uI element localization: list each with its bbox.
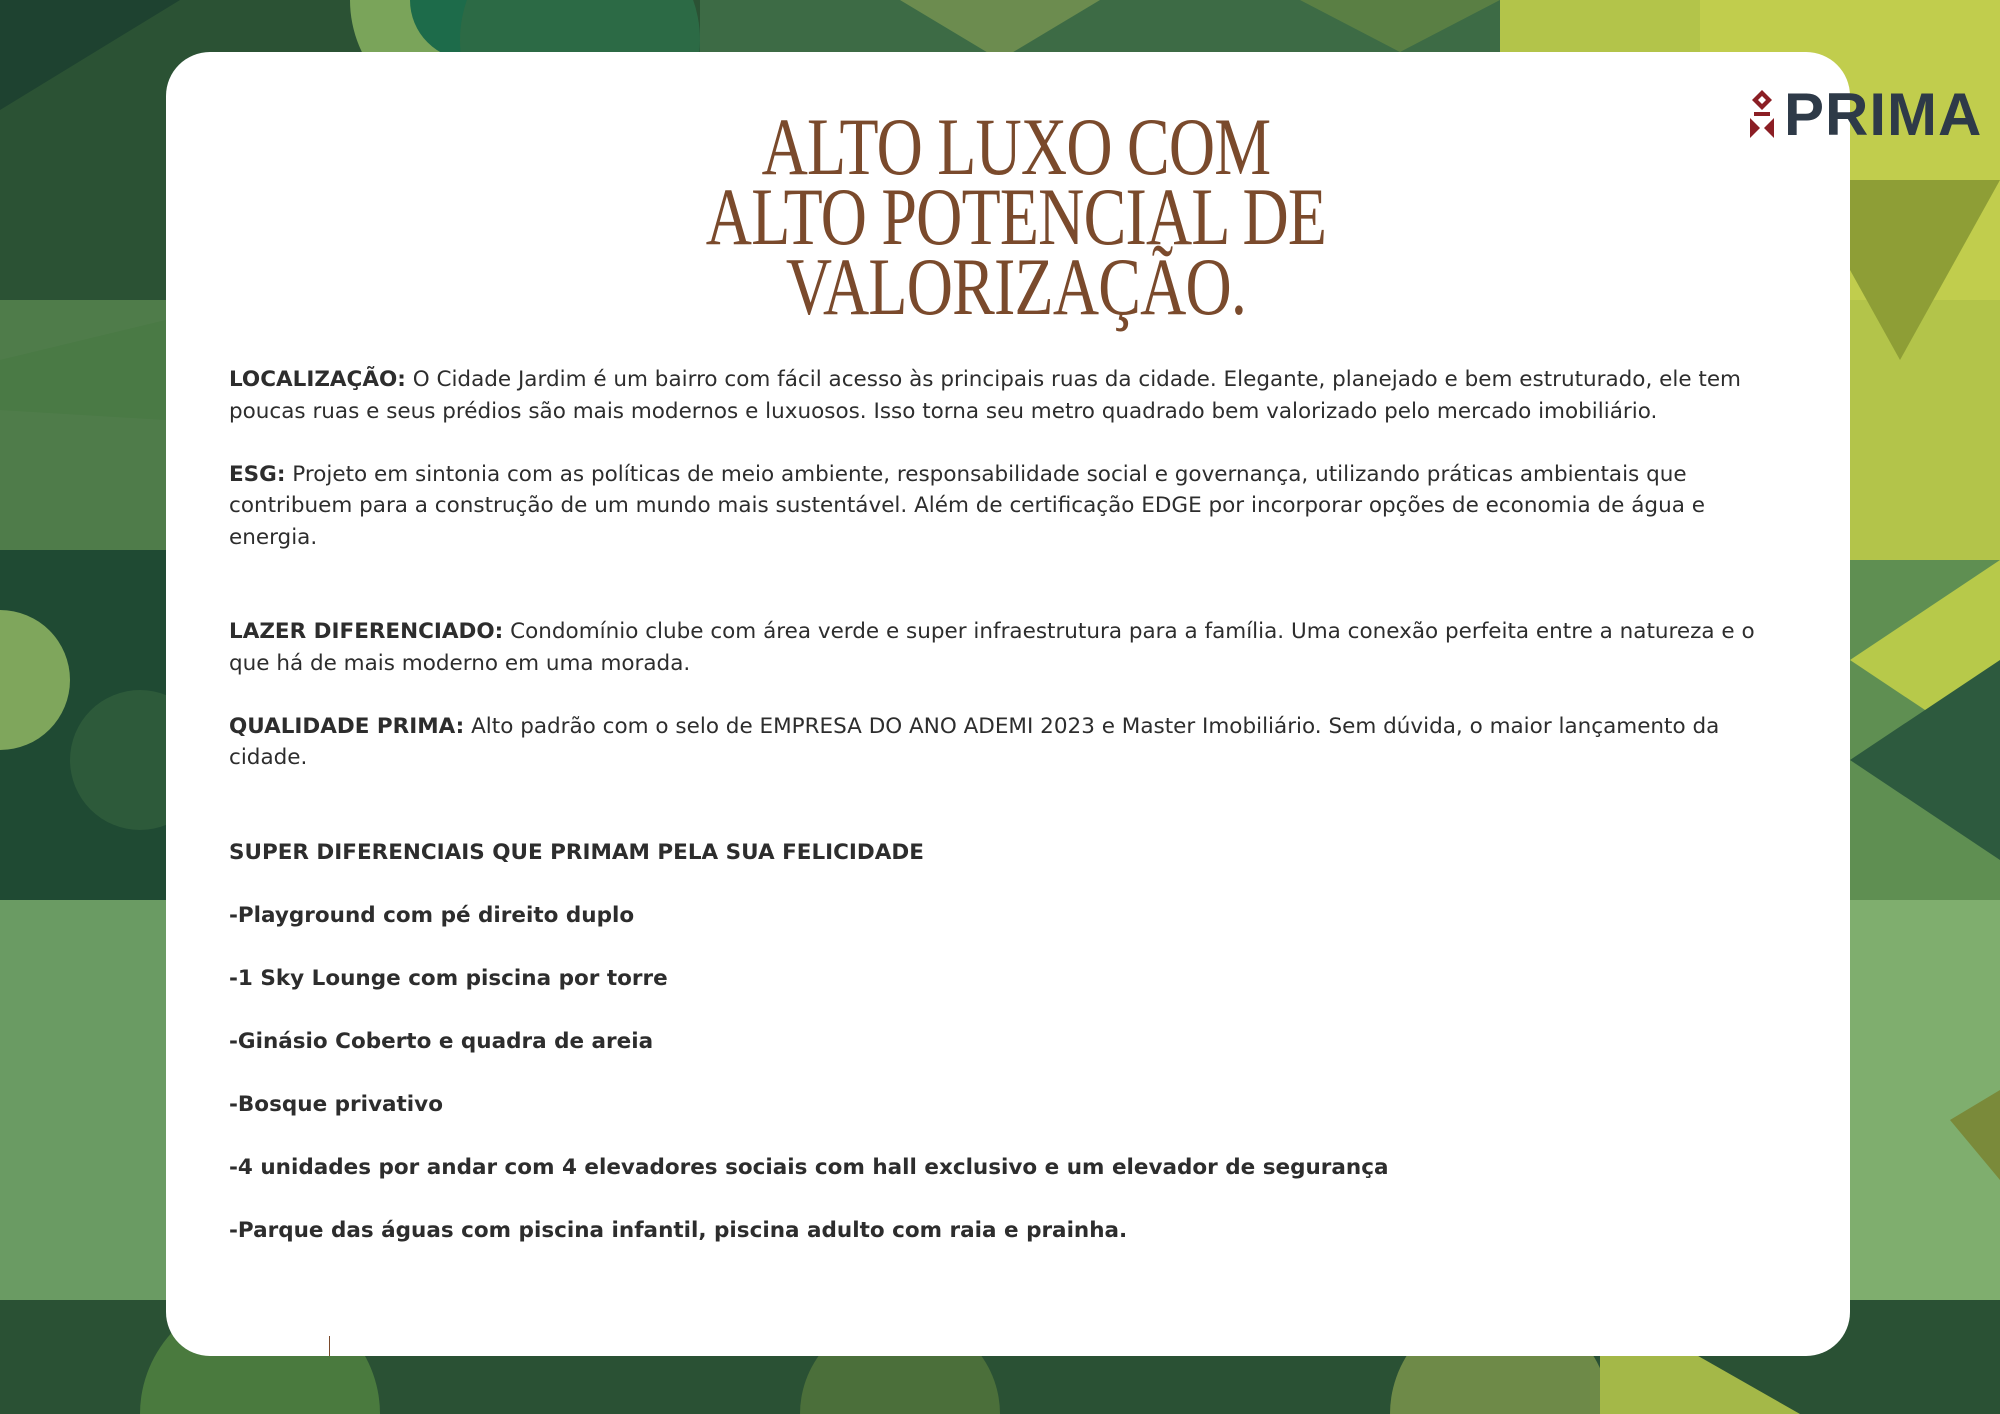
section-label: QUALIDADE PRIMA:	[229, 713, 465, 739]
section-localizacao	[229, 364, 1789, 427]
feature-item: -Playground com pé direito duplo	[229, 902, 635, 928]
content-card	[166, 52, 1983, 1356]
headline-line-2: ALTO POTENCIAL DE	[705, 171, 1327, 262]
headline-line-3: VALORIZAÇÃO.	[785, 241, 1247, 332]
section-esg	[229, 459, 1789, 554]
section-text: Condomínio clube com área verde e super infraestrutura para a família. Uma conexão perfeita entre a natureza e o que há de mais moderno em uma morada.	[229, 619, 1755, 676]
body-content	[229, 364, 1789, 1246]
section-text: Alto padrão com o selo de EMPRESA DO ANO ADEMI 2023 e Master Imobiliário. Sem dúvida, o maior lançamento da cidade.	[229, 713, 1720, 770]
feature-item: -4 unidades por andar com 4 elevadores sociais com hall exclusivo e um elevador de segurança	[229, 1154, 1389, 1180]
divider-tick	[329, 1336, 330, 1356]
section-label: LOCALIZAÇÃO:	[229, 367, 406, 392]
prima-logo	[1746, 81, 1983, 162]
section-text: O Cidade Jardim é um bairro com fácil acesso às principais ruas da cidade. Elegante, planejado e bem estruturado, ele tem poucas ruas e seus prédios são mais modernos e luxuosos. Isso torna seu metro quadrado bem valorizado pelo mercado imobiliário.	[229, 367, 1741, 424]
headline	[526, 101, 1506, 332]
section-label: LAZER DIFERENCIADO:	[229, 619, 504, 644]
section-text: Projeto em sintonia com as políticas de meio ambiente, responsabilidade social e governança, utilizando práticas ambientais que contribuem para a construção de um mundo mais sustentável. Além de certificação EDGE por incorporar opções de economia de água e energia.	[229, 461, 1705, 550]
prima-logo-text: PRIMA	[1784, 81, 1983, 148]
feature-item: -1 Sky Lounge com piscina por torre	[229, 965, 668, 991]
headline-line-1: ALTO LUXO COM	[761, 101, 1271, 192]
section-label: ESG:	[229, 461, 286, 487]
section-qualidade	[229, 711, 1789, 774]
section-lazer	[229, 616, 1789, 679]
prima-logo-icon	[1746, 88, 1778, 144]
feature-item: -Parque das águas com piscina infantil, piscina adulto com raia e prainha.	[229, 1217, 1128, 1243]
feature-item: -Ginásio Coberto e quadra de areia	[229, 1028, 654, 1054]
features-title: SUPER DIFERENCIAIS QUE PRIMAM PELA SUA FELICIDADE	[229, 839, 924, 865]
feature-item: -Bosque privativo	[229, 1091, 443, 1117]
